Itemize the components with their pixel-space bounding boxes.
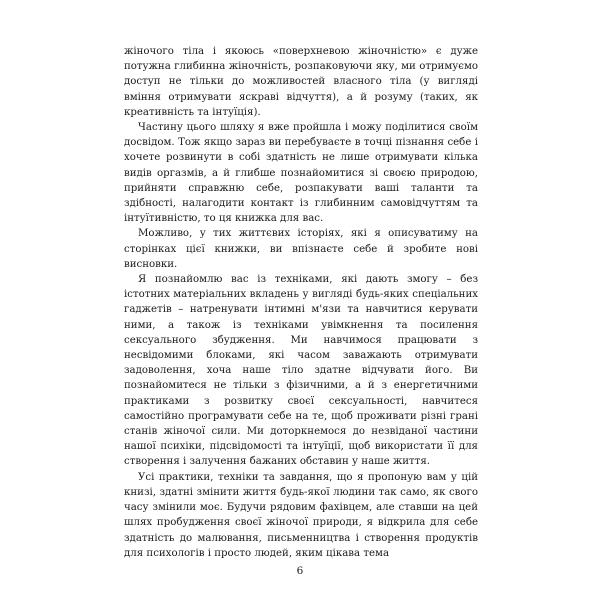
paragraph-4: Я познайомлю вас із техніками, які дають змогу – без істотних матеріальних вкладень у вигляді будь-яких спеціальних гаджетів – натренувати інтимні м'язи та навчитися керувати ними, а також із техніками увімкнення та посилення сексуального збудження. Ми навчимося працювати з несвідомими блоками, які часом заважають отримувати задоволення, хоча наше тіло здатне відчувати його. Ви познайомитеся не тільки з фізичними, а й з енергетичними практиками з розвитку своєї сексуальності, навчитеся самостійно програмувати себе на те, щоб проживати різні грані станів жіночої сили. Ми доторкнемося до незвіданої частини нашої психіки, підсвідомості та інтуїції, щоб використати її для створення і залучення бажаних обставин у наше життя. — [124, 274, 478, 468]
paragraph-2: Частину цього шляху я вже пройшла і можу поділитися своїм досвідом. Тож якщо зараз ви перебуваєте в точці пізнання себе і хочете розвинути в собі здатність не лише отримувати кілька видів оргазмів, а й глибше познайомитися зі своєю природою, прийняти справжню себе, розпакувати ваші таланти та здібності, налагодити контакт із глибинним самовідчуттям та інтуїтивністю, то ця книжка для вас. — [124, 122, 478, 225]
paragraph-3: Можливо, у тих життєвих історіях, які я описуватиму на сторінках цієї книжки, ви впізнаєте себе й зробите нові висновки. — [124, 228, 478, 270]
paragraph-5: Усі практики, техніки та завдання, що я пропоную вам у цій книзі, здатні змінити життя будь-якої людини так само, як свого часу змінили моє. Будучи рядовим фахівцем, але ставши на цей шлях пробудження своєї жіночої природи, я відкрила для себе здатність до малювання, письменництва і створення продуктів для психологів і просто людей, яким цікава тема — [124, 471, 478, 559]
body-text — [124, 44, 478, 561]
paragraph-1: жіночого тіла і якоюсь «поверхневою жіночністю» є дуже потужна глибинна жіночність, розпаковуючи яку, ми отримуємо доступ не тільки до можливостей власного тіла (у вигляді вміння отримувати яскраві відчуття), а й розуму (таких, як креативність та інтуїція). — [124, 46, 478, 118]
page-number: 6 — [296, 565, 304, 577]
